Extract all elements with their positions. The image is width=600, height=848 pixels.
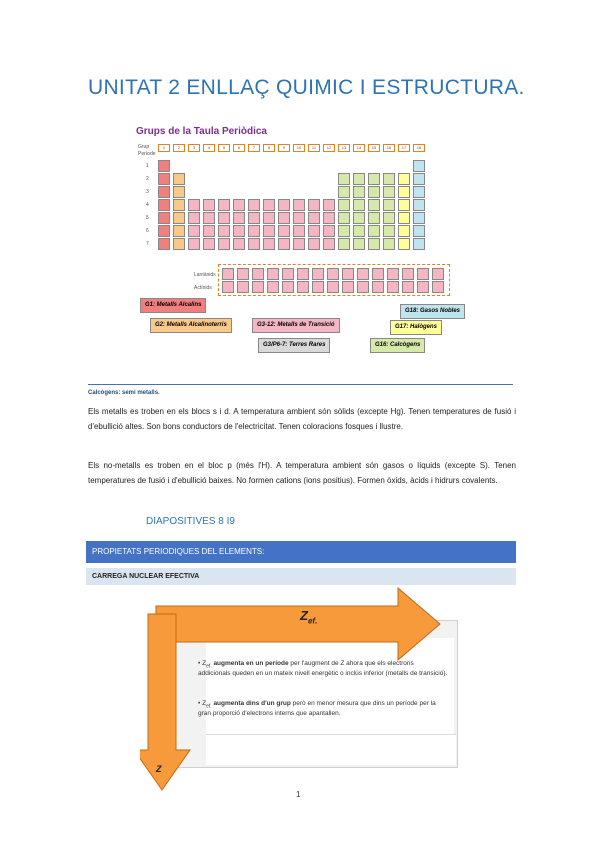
group-header: 10 xyxy=(293,144,305,152)
element-cell xyxy=(353,186,365,198)
element-cell xyxy=(263,212,275,224)
zeff-bullet-period xyxy=(198,660,448,678)
group-header: 12 xyxy=(323,144,335,152)
element-cell xyxy=(398,225,410,237)
element-cell xyxy=(173,173,185,185)
element-cell xyxy=(323,199,335,211)
element-cell xyxy=(338,238,350,250)
element-cell xyxy=(398,212,410,224)
element-cell xyxy=(353,225,365,237)
element-cell xyxy=(158,160,170,172)
element-cell xyxy=(338,225,350,237)
element-cell xyxy=(173,212,185,224)
element-cell xyxy=(368,212,380,224)
element-cell xyxy=(158,199,170,211)
element-cell xyxy=(188,199,200,211)
element-cell xyxy=(323,238,335,250)
element-cell xyxy=(158,186,170,198)
element-cell xyxy=(383,173,395,185)
element-cell xyxy=(173,225,185,237)
actinides-label: Actínids xyxy=(194,285,212,291)
period-label: 6 xyxy=(146,228,149,234)
element-cell xyxy=(398,199,410,211)
legend-g3-f: G3/P6-7: Terres Rares xyxy=(258,338,330,353)
slides-reference: DIAPOSITIVES 8 I9 xyxy=(146,516,235,527)
element-cell xyxy=(263,199,275,211)
legend-g1: G1: Metalls Alcalins xyxy=(140,298,206,313)
element-cell xyxy=(413,225,425,237)
group-header: 9 xyxy=(278,144,290,152)
group-axis-label: Grup xyxy=(138,144,150,150)
element-cell xyxy=(368,173,380,185)
f-block-outline xyxy=(218,264,450,296)
group-header: 5 xyxy=(218,144,230,152)
element-cell xyxy=(248,225,260,237)
element-cell xyxy=(263,225,275,237)
paragraph-metals: Els metalls es troben en els blocs s i d. A temperatura ambient són sòlids (excepte Hg). Tenen temperatures de fusió i d'ebullició altes. Son bons conductors de l'electricitat. Tenen coloracions fosques i llustre. xyxy=(88,407,516,431)
element-cell xyxy=(218,199,230,211)
element-cell xyxy=(203,212,215,224)
group-header: 7 xyxy=(248,144,260,152)
element-cell xyxy=(293,199,305,211)
element-cell xyxy=(338,212,350,224)
group-header: 2 xyxy=(173,144,185,152)
element-cell xyxy=(413,212,425,224)
group-header: 13 xyxy=(338,144,350,152)
element-cell xyxy=(323,212,335,224)
element-cell xyxy=(368,199,380,211)
zeff-vertical-label: Z xyxy=(156,764,162,774)
element-cell xyxy=(158,225,170,237)
period-label: 7 xyxy=(146,241,149,247)
element-cell xyxy=(398,186,410,198)
section-heading-bar: PROPIETATS PERIODIQUES DEL ELEMENTS: xyxy=(86,541,516,563)
bullet2-rest: però en menor mesura que dins un període per la gran proporció d'electrons interns que apantallen. xyxy=(198,700,436,718)
group-header: 1 xyxy=(158,144,170,152)
element-cell xyxy=(203,238,215,250)
element-cell xyxy=(278,238,290,250)
element-cell xyxy=(293,225,305,237)
element-cell xyxy=(188,212,200,224)
legend-g3-12: G3-12: Metalls de Transició xyxy=(252,318,340,333)
element-cell xyxy=(218,212,230,224)
zeff-horizontal-label xyxy=(300,608,317,626)
zeff-label-sub: ef. xyxy=(307,616,318,626)
element-cell xyxy=(368,225,380,237)
element-cell xyxy=(353,238,365,250)
element-cell xyxy=(383,212,395,224)
element-cell xyxy=(218,238,230,250)
bullet1-rest: per l'augment de Z ahora que els electrons addicionals queden en un mateix nivell energètic o inclús inferior (metalls de transició). xyxy=(198,660,448,678)
section-divider xyxy=(88,384,513,385)
group-header: 11 xyxy=(308,144,320,152)
element-cell xyxy=(353,199,365,211)
element-cell xyxy=(188,225,200,237)
group-header: 17 xyxy=(398,144,410,152)
element-cell xyxy=(278,199,290,211)
element-cell xyxy=(293,212,305,224)
element-cell xyxy=(188,238,200,250)
period-label: 4 xyxy=(146,202,149,208)
element-cell xyxy=(173,186,185,198)
element-cell xyxy=(158,212,170,224)
group-header: 3 xyxy=(188,144,200,152)
horizontal-arrow xyxy=(156,588,440,660)
element-cell xyxy=(338,199,350,211)
element-cell xyxy=(278,212,290,224)
legend-g2: G2: Metalls Alcalinoterris xyxy=(150,318,232,333)
element-cell xyxy=(248,199,260,211)
element-cell xyxy=(158,238,170,250)
lanthanides-label: Lantànids xyxy=(194,272,216,278)
bullet1-sub: ef. xyxy=(206,663,212,670)
element-cell xyxy=(248,212,260,224)
bullet-dot-icon: • xyxy=(198,660,203,667)
group-header: 18 xyxy=(413,144,425,152)
element-cell xyxy=(383,186,395,198)
element-cell xyxy=(413,160,425,172)
subsection-heading-bar: CARREGA NUCLEAR EFECTIVA xyxy=(86,568,516,585)
element-cell xyxy=(338,186,350,198)
group-header: 16 xyxy=(383,144,395,152)
periodic-table-title: Grups de la Taula Periòdica xyxy=(136,126,267,137)
element-cell xyxy=(353,173,365,185)
group-header: 15 xyxy=(368,144,380,152)
bullet1-lead: Z xyxy=(202,660,207,667)
period-label: 5 xyxy=(146,215,149,221)
element-cell xyxy=(413,186,425,198)
bullet-dot-icon: • xyxy=(198,700,203,707)
element-cell xyxy=(383,199,395,211)
group-header: 14 xyxy=(353,144,365,152)
element-cell xyxy=(383,238,395,250)
period-label: 3 xyxy=(146,189,149,195)
bullet2-lead: Z xyxy=(202,700,207,707)
section-caps: Calcògens: semi metalls. xyxy=(88,390,160,396)
legend-g16: G16: Calcògens xyxy=(370,338,425,353)
page-number: 1 xyxy=(296,790,301,799)
element-cell xyxy=(308,225,320,237)
element-cell xyxy=(383,225,395,237)
element-cell xyxy=(308,238,320,250)
element-cell xyxy=(278,225,290,237)
element-cell xyxy=(413,238,425,250)
element-cell xyxy=(293,238,305,250)
element-cell xyxy=(338,173,350,185)
element-cell xyxy=(413,173,425,185)
element-cell xyxy=(158,173,170,185)
element-cell xyxy=(233,212,245,224)
element-cell xyxy=(173,238,185,250)
element-cell xyxy=(368,186,380,198)
element-cell xyxy=(233,225,245,237)
element-cell xyxy=(308,199,320,211)
element-cell xyxy=(203,199,215,211)
element-cell xyxy=(233,238,245,250)
element-cell xyxy=(308,212,320,224)
element-cell xyxy=(218,225,230,237)
group-header: 6 xyxy=(233,144,245,152)
element-cell xyxy=(413,199,425,211)
paragraph-nonmetals: Els no-metalls es troben en el bloc p (més l'H). A temperatura ambient són gasos o líquids (excepte S). Tenen temperatures de fusió i d'ebullició baixes. No formen cations (ions positius). Formen òxids, àcids i hidrurs covalents. xyxy=(88,461,516,485)
element-cell xyxy=(398,173,410,185)
period-label: 2 xyxy=(146,176,149,182)
period-label: 1 xyxy=(146,163,149,169)
element-cell xyxy=(233,199,245,211)
bullet2-bold: augmenta dins d'un grup xyxy=(211,700,291,707)
period-axis-label: Període xyxy=(138,151,156,157)
element-cell xyxy=(203,225,215,237)
group-header: 8 xyxy=(263,144,275,152)
zeff-label-main: Z xyxy=(300,608,308,623)
element-cell xyxy=(398,238,410,250)
element-cell xyxy=(323,225,335,237)
element-cell xyxy=(263,238,275,250)
element-cell xyxy=(173,199,185,211)
bullet2-sub: ef. xyxy=(206,703,212,710)
group-header: 4 xyxy=(203,144,215,152)
page-title: UNITAT 2 ENLLAÇ QUIMIC I ESTRUCTURA. xyxy=(88,76,525,99)
element-cell xyxy=(353,212,365,224)
zeff-bullet-group xyxy=(198,700,448,718)
bullet1-bold: augmenta en un període xyxy=(211,660,289,667)
element-cell xyxy=(248,238,260,250)
legend-g17: G17: Halògens xyxy=(390,320,442,335)
element-cell xyxy=(368,238,380,250)
legend-g18: G18: Gasos Nobles xyxy=(400,304,465,319)
